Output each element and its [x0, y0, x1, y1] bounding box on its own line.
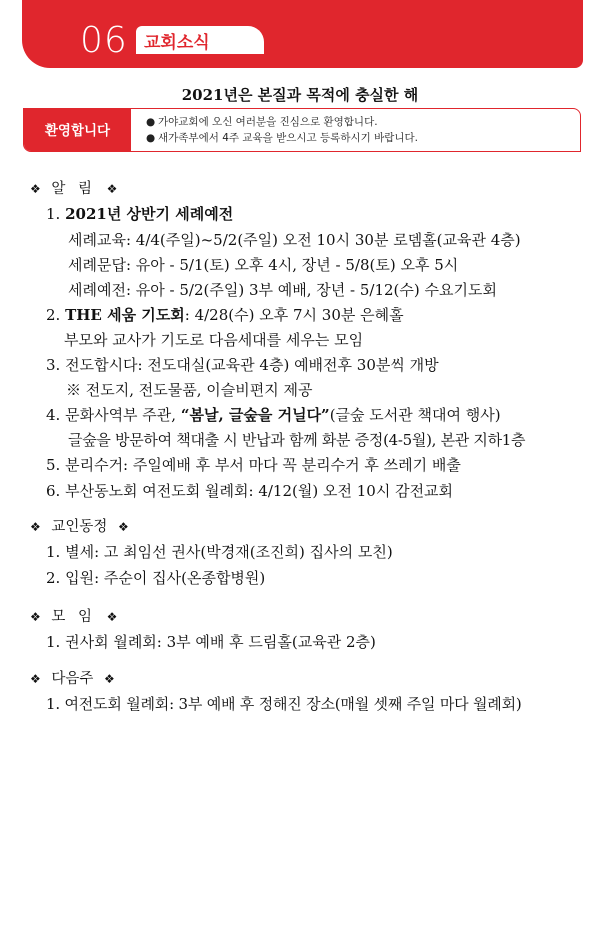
notice-item-4: 4. 문화사역부 주관, “봄날, 글숲을 거닐다”(글숲 도서관 책대여 행사) — [46, 406, 501, 424]
bullet-icon: ● — [146, 116, 156, 128]
member-item-1: 1. 별세: 고 최임선 권사(박경재(조진희) 집사의 모친) — [46, 543, 393, 561]
diamond-icon: ❖ — [30, 610, 41, 624]
welcome-lines — [146, 114, 418, 146]
notice-detail: 글숲을 방문하여 책대출 시 반납과 함께 화분 증정(4-5월), 본관 지하1층 — [68, 431, 526, 449]
bullet-icon: ● — [146, 132, 156, 144]
notice-item-title: 2021년 상반기 세례예전 — [65, 205, 234, 223]
section-title: 교회소식 — [144, 33, 210, 53]
diamond-icon: ❖ — [118, 520, 129, 534]
notice-detail: 세례문답: 유아 - 5/1(토) 오후 4시, 장년 - 5/8(토) 오후 5시 — [68, 256, 459, 274]
welcome-label: 환영합니다 — [24, 109, 131, 152]
notice-item-6: 6. 부산동노회 여전도회 월례회: 4/12(월) 오전 10시 감전교회 — [46, 482, 454, 500]
notice-item-3: 3. 전도합시다: 전도대실(교육관 4층) 예배전후 30분씩 개방 — [46, 356, 439, 374]
notice-item-5: 5. 분리수거: 주일예배 후 부서 마다 꼭 분리수거 후 쓰레기 배출 — [46, 456, 461, 474]
section-heading-meetings: ❖ 모 임 ❖ — [30, 609, 118, 625]
diamond-icon: ❖ — [30, 672, 41, 686]
diamond-icon: ❖ — [30, 520, 41, 534]
next-week-item-1: 1. 여전도회 월례회: 3부 예배 후 정해진 장소(매월 셋째 주일 마다 월례회) — [46, 695, 522, 713]
notice-detail: 세례교육: 4/4(주일)~5/2(주일) 오전 10시 30분 로뎀홀(교육관 4층) — [68, 231, 521, 249]
notice-detail: 세례예전: 유아 - 5/2(주일) 3부 예배, 장년 - 5/12(수) 수요기도회 — [68, 281, 497, 299]
notice-item-1: 1. 2021년 상반기 세례예전 — [46, 205, 234, 223]
notice-detail: 부모와 교사가 기도로 다음세대를 세우는 모임 — [64, 331, 364, 349]
welcome-box — [23, 108, 581, 152]
member-item-2: 2. 입원: 주순이 집사(온종합병원) — [46, 569, 266, 587]
section-header-bar — [22, 0, 583, 68]
notice-item-title: THE 세움 기도회 — [65, 306, 185, 324]
section-heading-next-week: ❖ 다음주 ❖ — [30, 671, 115, 687]
welcome-line: ● 가야교회에 오신 여러분을 진심으로 환영합니다. — [146, 116, 378, 128]
notice-item-2: 2. THE 세움 기도회: 4/28(수) 오후 7시 30분 은혜홀 — [46, 306, 404, 324]
section-heading-notices: ❖ 알 림 ❖ — [30, 181, 118, 197]
diamond-icon: ❖ — [104, 672, 115, 686]
event-title: “봄날, 글숲을 거닐다” — [180, 406, 330, 424]
yearly-theme-headline: 2021년은 본질과 목적에 충실한 해 — [181, 86, 419, 104]
section-heading-members: ❖ 교인동정 ❖ — [30, 519, 129, 535]
diamond-icon: ❖ — [106, 610, 118, 624]
welcome-line: ● 새가족부에서 4주 교육을 받으시고 등록하시기 바랍니다. — [146, 132, 418, 144]
diamond-icon: ❖ — [106, 182, 118, 196]
meeting-item-1: 1. 권사회 월례회: 3부 예배 후 드림홀(교육관 2층) — [46, 633, 376, 651]
section-number: 06 — [80, 20, 128, 61]
notice-detail: ※ 전도지, 전도물품, 이슬비편지 제공 — [66, 381, 313, 399]
diamond-icon: ❖ — [30, 182, 41, 196]
